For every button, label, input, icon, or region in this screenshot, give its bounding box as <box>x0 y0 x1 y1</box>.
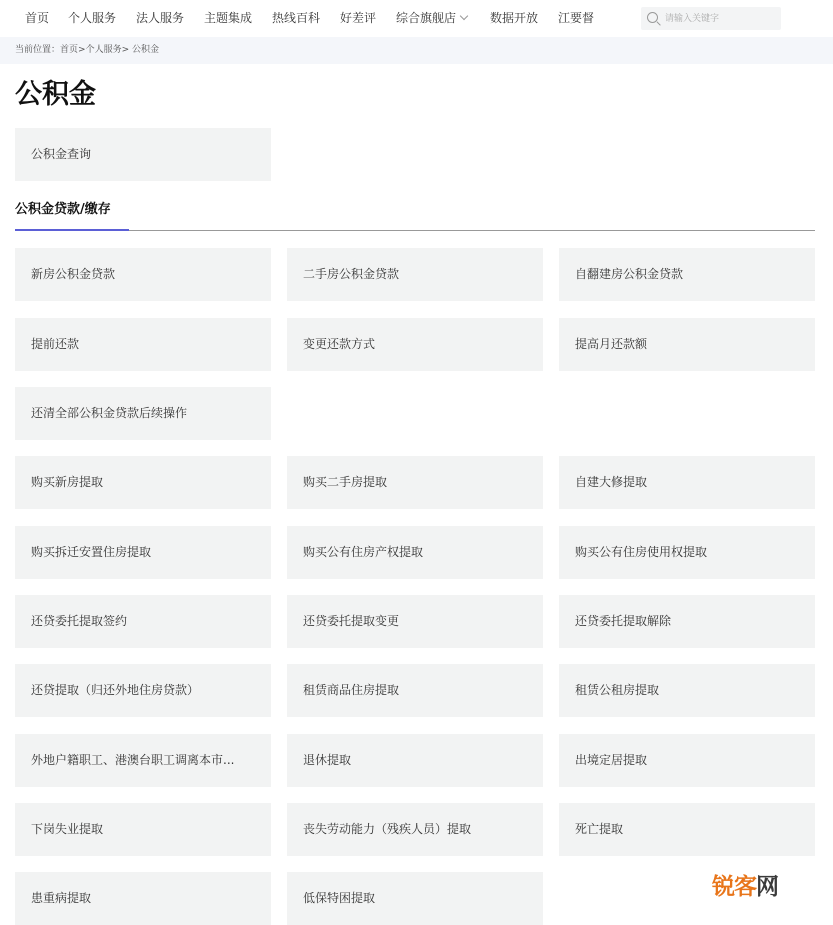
top-navigation <box>0 0 833 37</box>
nav-hotline-wiki[interactable]: 热线百科 <box>272 11 321 25</box>
watermark-text-part2: 网 <box>756 874 778 900</box>
tile-buy-new-house-withdrawal[interactable]: 购买新房提取 <box>15 456 271 509</box>
tile-low-income-withdrawal[interactable]: 低保特困提取 <box>287 872 543 925</box>
search-input[interactable] <box>665 10 775 27</box>
tile-buy-second-hand-withdrawal[interactable]: 购买二手房提取 <box>287 456 543 509</box>
tile-entrusted-withdrawal-change[interactable]: 还贷委托提取变更 <box>287 595 543 648</box>
tile-serious-illness-withdrawal[interactable]: 患重病提取 <box>15 872 271 925</box>
tile-raise-monthly-repayment[interactable]: 提高月还款额 <box>559 318 815 371</box>
breadcrumb-separator: > <box>121 45 130 55</box>
nav-open-data[interactable]: 数据开放 <box>490 11 539 25</box>
tile-nonlocal-staff-leaving-withdrawal[interactable]: 外地户籍职工、港澳台职工调离本市... <box>15 734 271 787</box>
breadcrumb-personal-services[interactable]: 个人服务 <box>85 45 122 55</box>
nav-theme-integration[interactable]: 主题集成 <box>204 11 253 25</box>
tile-retirement-withdrawal[interactable]: 退休提取 <box>287 734 543 787</box>
nav-legal-person-services[interactable]: 法人服务 <box>136 11 185 25</box>
tile-emigration-withdrawal[interactable]: 出境定居提取 <box>559 734 815 787</box>
tile-self-rebuild-house-loan[interactable]: 自翻建房公积金贷款 <box>559 248 815 301</box>
nav-flagship-store-label: 综合旗舰店 <box>396 11 457 25</box>
tile-unemployment-withdrawal[interactable]: 下岗失业提取 <box>15 803 271 856</box>
chevron-down-icon <box>460 12 468 20</box>
watermark-text-part1: 锐客 <box>712 874 756 900</box>
section-divider <box>15 230 815 231</box>
nav-jiangyaodu[interactable]: 江要督 <box>558 11 595 25</box>
tile-early-repayment[interactable]: 提前还款 <box>15 318 271 371</box>
tile-rent-commercial-housing-withdrawal[interactable]: 租赁商品住房提取 <box>287 664 543 717</box>
breadcrumb <box>15 44 159 56</box>
breadcrumb-label: 当前位置： <box>15 45 61 55</box>
breadcrumb-current: 公积金 <box>132 45 160 55</box>
nav-good-bad-review[interactable]: 好差评 <box>340 11 377 25</box>
tile-public-housing-property-withdrawal[interactable]: 购买公有住房产权提取 <box>287 526 543 579</box>
tile-change-repayment-method[interactable]: 变更还款方式 <box>287 318 543 371</box>
tile-full-repayment-followup[interactable]: 还清全部公积金贷款后续操作 <box>15 387 271 440</box>
nav-personal-services[interactable]: 个人服务 <box>68 11 117 25</box>
breadcrumb-bar <box>0 37 833 64</box>
tile-disability-withdrawal[interactable]: 丧失劳动能力（残疾人员）提取 <box>287 803 543 856</box>
section-title[interactable]: 公积金贷款/缴存 <box>15 202 111 217</box>
tile-entrusted-withdrawal-sign[interactable]: 还贷委托提取签约 <box>15 595 271 648</box>
tile-second-hand-house-loan[interactable]: 二手房公积金贷款 <box>287 248 543 301</box>
search-box <box>641 7 781 30</box>
tile-rent-public-rental-withdrawal[interactable]: 租赁公租房提取 <box>559 664 815 717</box>
breadcrumb-separator: > <box>78 45 86 55</box>
search-icon[interactable] <box>647 12 658 23</box>
section-active-underline <box>15 229 129 231</box>
tile-death-withdrawal[interactable]: 死亡提取 <box>559 803 815 856</box>
nav-flagship-store[interactable] <box>396 10 467 26</box>
watermark-logo <box>712 873 778 901</box>
nav-home[interactable]: 首页 <box>25 11 50 25</box>
tile-fund-query[interactable]: 公积金查询 <box>15 128 271 181</box>
tile-relocation-housing-withdrawal[interactable]: 购买拆迁安置住房提取 <box>15 526 271 579</box>
tile-entrusted-withdrawal-cancel[interactable]: 还贷委托提取解除 <box>559 595 815 648</box>
tile-repay-nonlocal-loan-withdrawal[interactable]: 还贷提取（归还外地住房贷款） <box>15 664 271 717</box>
breadcrumb-home[interactable]: 首页 <box>60 45 79 55</box>
page-title: 公积金 <box>15 79 96 110</box>
tile-self-build-repair-withdrawal[interactable]: 自建大修提取 <box>559 456 815 509</box>
tile-new-house-loan[interactable]: 新房公积金贷款 <box>15 248 271 301</box>
tile-public-housing-usage-withdrawal[interactable]: 购买公有住房使用权提取 <box>559 526 815 579</box>
